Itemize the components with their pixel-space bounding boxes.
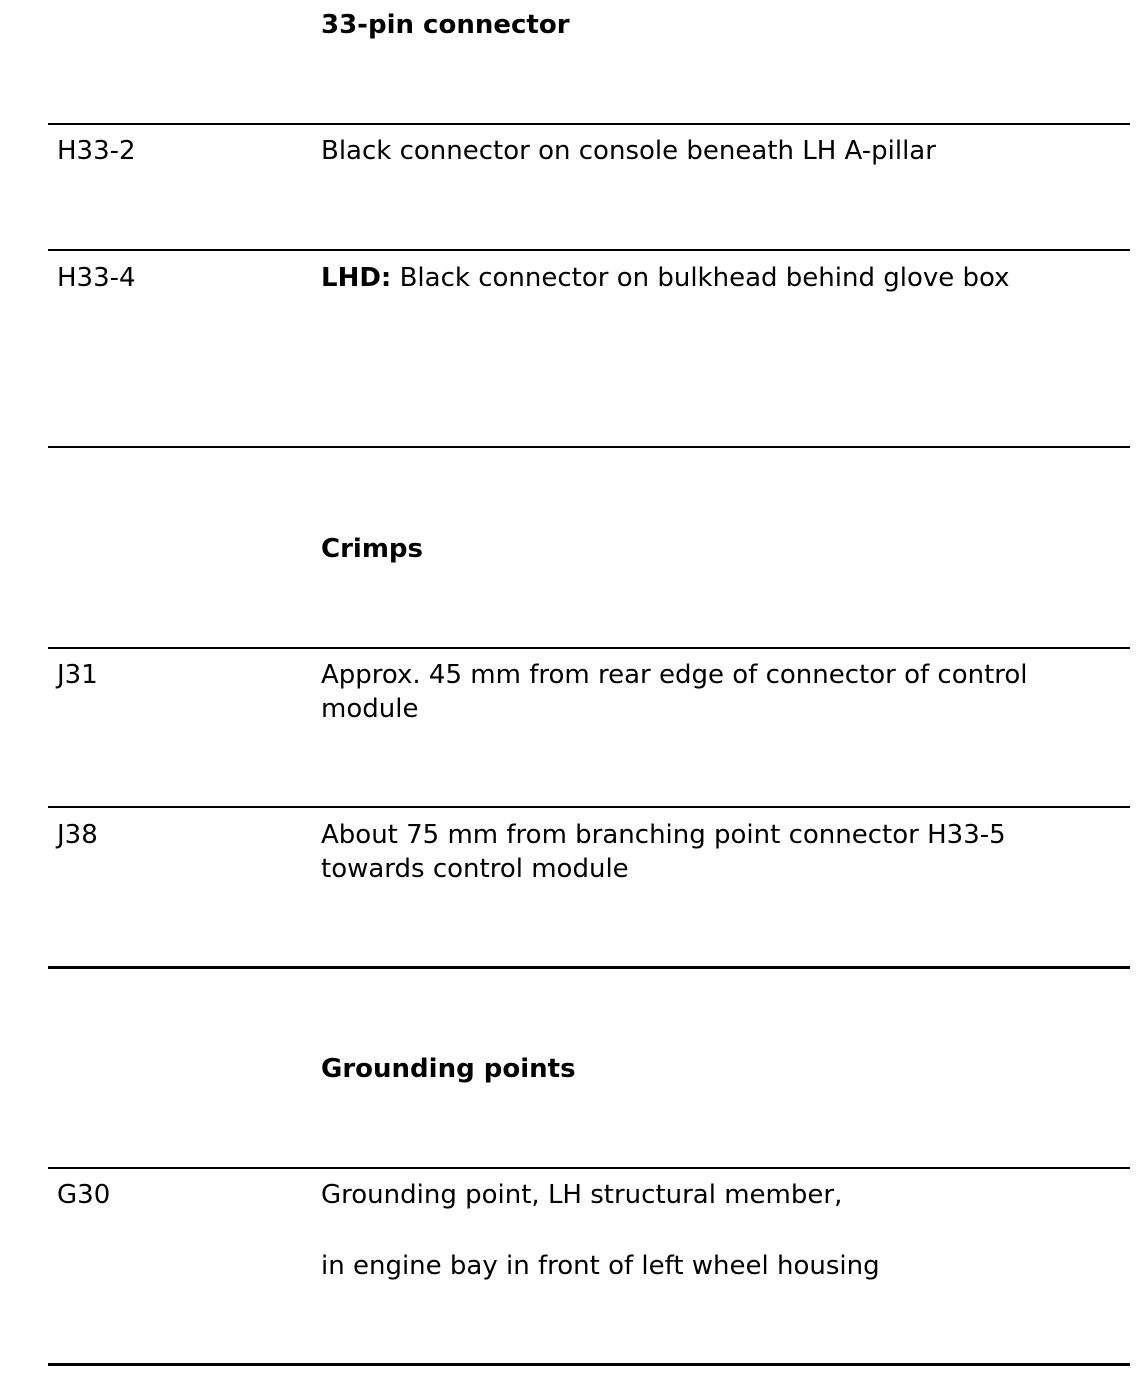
section-title-crimps: Crimps [321,534,423,564]
row-description [321,261,1111,295]
table-rule [48,249,1130,251]
row-code: G30 [57,1180,111,1210]
row-description: Black connector on console beneath LH A-pillar [321,136,936,166]
table-rule [48,1167,1130,1169]
table-rule [48,446,1130,448]
row-code: J38 [57,820,98,850]
table-rule [48,806,1130,808]
row-description: Approx. 45 mm from rear edge of connector of control module [321,660,1028,724]
row-description-text: Black connector on bulkhead behind glove box [399,263,1010,293]
table-rule [48,1363,1130,1366]
row-code: H33-2 [57,136,136,166]
lhd-prefix: LHD: [321,263,392,293]
row-code: H33-4 [57,263,136,293]
row-code: J31 [57,660,98,690]
row-description: About 75 mm from branching point connector H33-5 towards control module [321,820,1006,884]
table-rule [48,966,1130,969]
section-title-33-pin-connector: 33-pin connector [321,10,570,40]
section-title-grounding-points: Grounding points [321,1054,576,1084]
row-description-line2: in engine bay in front of left wheel housing [321,1251,880,1281]
table-rule [48,123,1130,125]
row-description: Grounding point, LH structural member, [321,1180,843,1210]
table-rule [48,647,1130,649]
